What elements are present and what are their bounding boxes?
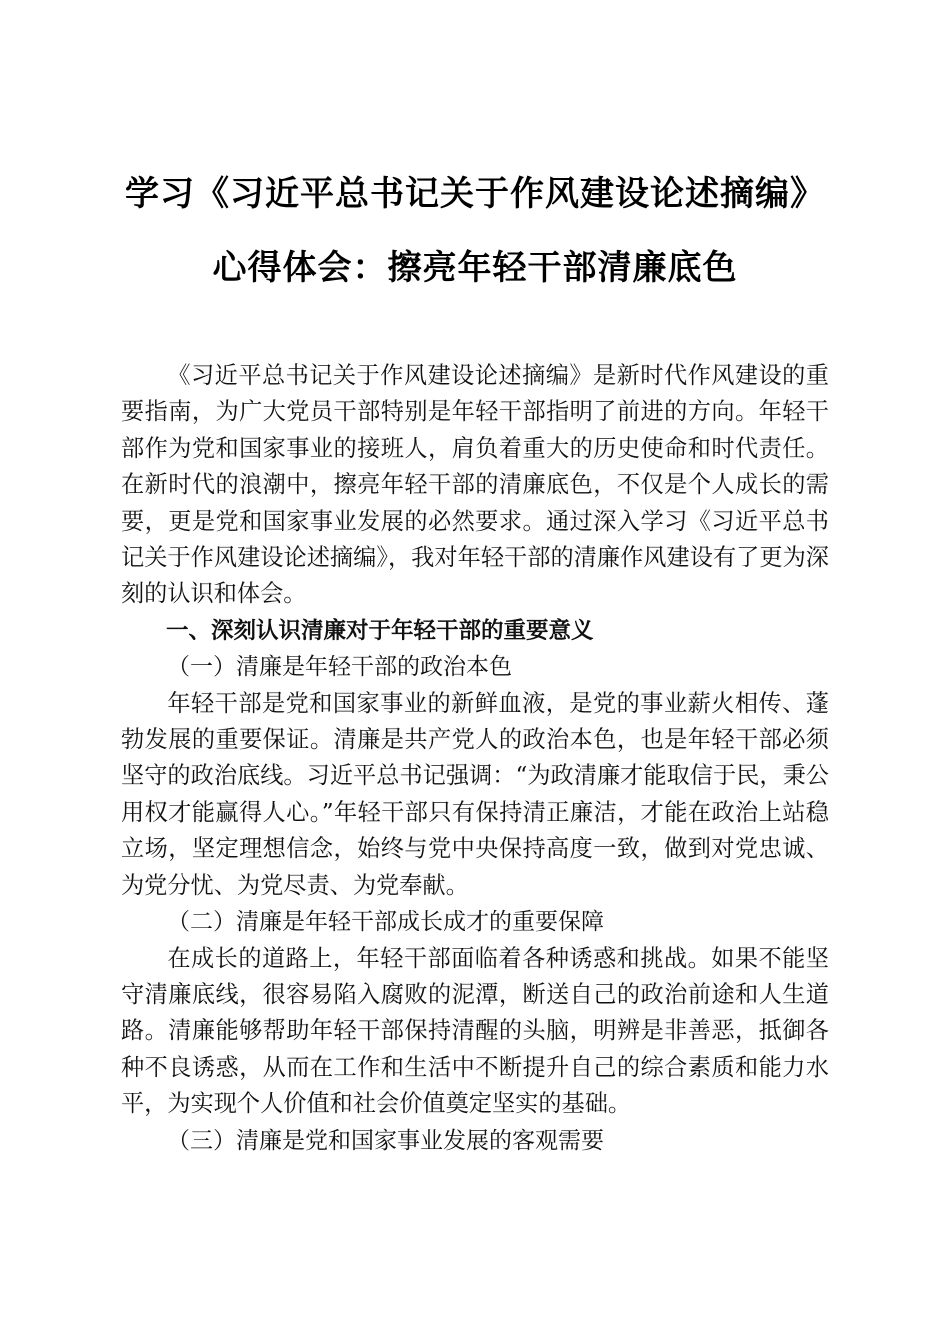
document-title-line1: 学习《习近平总书记关于作风建设论述摘编》 bbox=[125, 174, 825, 214]
subsection-paragraph-2: 在成长的道路上，年轻干部面临着各种诱惑和挑战。如果不能坚守清廉底线，很容易陷入腐败的泥潭，断送自己的政治前途和人生道路。清廉能够帮助年轻干部保持清醒的头脑，明辨是非善恶，抵御各种不良诱惑，从而在工作和生活中不断提升自己的综合素质和能力水平，为实现个人价值和社会价值奠定坚实的基础。 bbox=[121, 944, 829, 1118]
section-heading-1: 一、深刻认识清廉对于年轻干部的重要意义 bbox=[166, 617, 594, 644]
subsection-heading-2: （二）清廉是年轻干部成长成才的重要保障 bbox=[167, 909, 604, 936]
intro-paragraph: 《习近平总书记关于作风建设论述摘编》是新时代作风建设的重要指南，为广大党员干部特别是年轻干部指明了前进的方向。年轻干部作为党和国家事业的接班人，肩负着重大的历史使命和时代责任。在新时代的浪潮中，擦亮年轻干部的清廉底色，不仅是个人成长的需要，更是党和国家事业发展的必然要求。通过深入学习《习近平总书记关于作风建设论述摘编》，我对年轻干部的清廉作风建设有了更为深刻的认识和体会。 bbox=[121, 362, 829, 608]
document-title-line2: 心得体会：擦亮年轻干部清廉底色 bbox=[212, 248, 738, 288]
document-body bbox=[121, 358, 829, 1159]
subsection-heading-1: （一）清廉是年轻干部的政治本色 bbox=[167, 654, 512, 681]
subsection-heading-3: （三）清廉是党和国家事业发展的客观需要 bbox=[167, 1127, 604, 1154]
subsection-paragraph-1: 年轻干部是党和国家事业的新鲜血液，是党的事业薪火相传、蓬勃发展的重要保证。清廉是共产党人的政治本色，也是年轻干部必须坚守的政治底线。习近平总书记强调：“为政清廉才能取信于民，秉公用权才能赢得人心。”年轻干部只有保持清正廉洁，才能在政治上站稳立场，坚定理想信念，始终与党中央保持高度一致，做到对党忠诚、为党分忧、为党尽责、为党奉献。 bbox=[121, 689, 829, 899]
